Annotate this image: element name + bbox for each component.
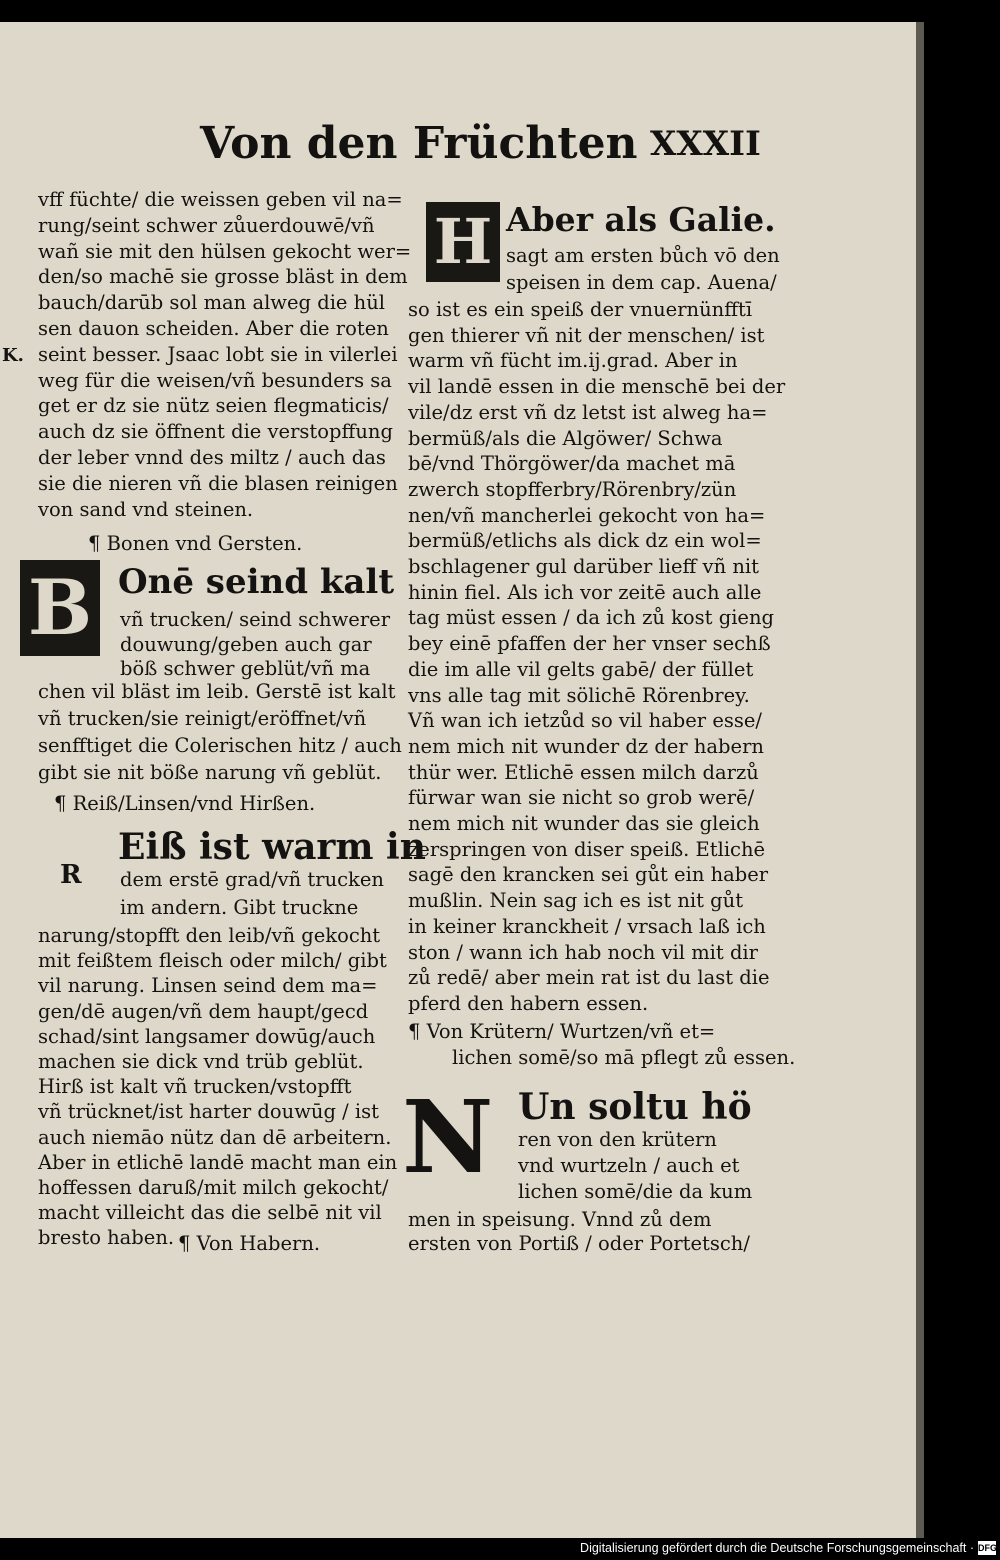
text-line: sie die nieren vñ die blasen reinigen [38, 471, 398, 495]
text-line: nem mich nit wunder das sie gleich [408, 812, 760, 835]
header-title: Von den Früchten [200, 118, 638, 169]
initial-r: R [60, 860, 82, 890]
dfg-logo: DFG [978, 1543, 997, 1553]
decorated-initial-b: B [20, 560, 100, 656]
large-text-nun: Un soltu hö [518, 1086, 752, 1128]
text-line: sen dauon scheiden. Aber die roten [38, 317, 389, 340]
text-line: vñ trucken/ seind schwerer [120, 608, 391, 631]
running-header [200, 118, 760, 188]
footer-bar [0, 1538, 1000, 1560]
text-line: rung/seint schwer zůuerdouwē/vñ [38, 213, 375, 237]
heading-kruetern-2: lichen somē/so mā pflegt zů essen. [452, 1046, 796, 1069]
text-line: macht villeicht das die selbē nit vil [38, 1201, 382, 1225]
large-text-bonen: Onē seind kalt [118, 562, 395, 602]
text-line: warm vñ fücht im.ij.grad. Aber in [408, 349, 738, 373]
text-line: mußlin. Nein sag ich es ist nit gůt [408, 889, 744, 913]
text-line: hinin fiel. Als ich vor zeitē auch alle [408, 580, 762, 604]
text-line: chen vil bläst im leib. Gerstē ist kalt [38, 680, 396, 703]
text-line: zwerch stopfferbry/Rörenbry/zün [408, 477, 737, 501]
decorated-initial-h: H [426, 202, 500, 282]
text-line: get er dz sie nütz seien flegmaticis/ [38, 394, 389, 418]
text-line: gibt sie nit böße narung vñ geblüt. [38, 761, 382, 784]
text-line: von sand vnd steinen. [38, 497, 254, 521]
text-line: schad/sint langsamer dowūg/auch [38, 1024, 376, 1048]
text-line: nen/vñ mancherlei gekocht von ha= [408, 503, 766, 527]
text-line: den/so machē sie grosse bläst in dem [38, 265, 408, 289]
text-line: seint besser. Jsaac lobt sie in vilerlei [38, 342, 398, 366]
text-line: bey einē pfaffen der her vnser sechß [408, 632, 771, 656]
text-line: zů redē/ aber mein rat ist du last die [408, 966, 770, 990]
text-line: vff füchte/ die weissen geben vil na= [38, 188, 403, 211]
text-line: weg für die weisen/vñ besunders sa [38, 368, 392, 392]
text-line: zerspringen von diser speiß. Etlichē [408, 837, 766, 861]
large-text-aber: Aber als Galie. [506, 200, 776, 239]
text-line: fürwar wan sie nicht so grob werē/ [408, 786, 755, 810]
left-text-line: dem erstē grad/vñ trucken [120, 868, 384, 891]
text-line: Aber in etlichē landē macht man ein [38, 1150, 398, 1174]
page-edge [916, 22, 924, 1540]
text-line: senfftiget die Colerischen hitz / auch [38, 734, 402, 757]
text-line: vñ trucken/sie reinigt/eröffnet/vñ [38, 707, 367, 730]
text-line: wañ sie mit den hülsen gekocht wer= [38, 239, 412, 263]
text-line: vñ trücknet/ist harter douwūg / ist [38, 1100, 379, 1124]
text-line: die im alle vil gelts gabē/ der füllet [408, 657, 754, 681]
text-line: men in speisung. Vnnd zů dem [408, 1208, 712, 1231]
dfg-credit: Digitalisierung gefördert durch die Deutsche Forschungsgemeinschaft · [580, 1541, 974, 1555]
left-text-line: im andern. Gibt truckne [120, 896, 359, 919]
text-line: nem mich nit wunder dz der habern [408, 734, 764, 758]
text-line: thür wer. Etlichē essen milch darzů [408, 760, 759, 784]
text-line: hoffessen daruß/mit milch gekocht/ [38, 1176, 389, 1199]
text-line: mit feißtem fleisch oder milch/ gibt [38, 949, 387, 973]
heading-reiss: ¶ Reiß/Linsen/vnd Hirßen. [54, 792, 316, 815]
large-text-reiss: Eiß ist warm in [118, 826, 426, 868]
text-line: gen/dē augen/vñ dem haupt/gecd [38, 999, 369, 1023]
text-line: gen thierer vñ nit der menschen/ ist [408, 323, 765, 347]
margin-mark: K. [2, 345, 24, 366]
text-line: vil landē essen in die menschē bei der [408, 375, 786, 399]
folio-number: XXXII [650, 124, 761, 164]
text-line: ren von den krütern [518, 1128, 717, 1151]
text-line: ston / wann ich hab noch vil mit dir [408, 940, 758, 964]
text-line: auch dz sie öffnent die verstopffung [38, 420, 393, 444]
text-line: bauch/darūb sol man alweg die hül [38, 291, 386, 315]
text-line: der leber vnnd des miltz / auch das [38, 446, 386, 469]
text-line: douwung/geben auch gar [120, 632, 372, 656]
text-line: sagt am ersten bůch vō den [506, 244, 780, 267]
text-line: ersten von Portiß / oder Portetsch/ [408, 1232, 750, 1255]
text-line: pferd den habern essen. [408, 991, 649, 1015]
text-line: vnd wurtzeln / auch et [518, 1154, 740, 1177]
text-line: Vñ wan ich ietzůd so vil haber esse/ [408, 709, 762, 733]
text-line: Hirß ist kalt vñ trucken/vstopfft [38, 1075, 352, 1099]
text-line: in keiner kranckheit / vrsach laß ich [408, 914, 766, 938]
text-line: bermüß/etlichs als dick dz ein wol= [408, 529, 762, 553]
text-line: auch niemāo nütz dan dē arbeitern. [38, 1125, 392, 1149]
text-line: machen sie dick vnd trüb geblüt. [38, 1050, 364, 1073]
text-line: vil narung. Linsen seind dem ma= [38, 974, 378, 998]
text-line: bresto haben. [38, 1226, 175, 1250]
decorated-initial-n: N [402, 1078, 494, 1196]
text-line: vile/dz erst vñ dz letst ist alweg ha= [408, 400, 768, 424]
heading-bonen: ¶ Bonen vnd Gersten. [88, 532, 303, 555]
text-line: speisen in dem cap. Auena/ [506, 271, 777, 294]
text-line: so ist es ein speiß der vnuernünfftī [408, 298, 753, 321]
text-line: böß schwer geblüt/vñ ma [120, 657, 371, 680]
text-line: vns alle tag mit sölichē Rörenbrey. [408, 683, 750, 707]
text-line: narung/stopfft den leib/vñ gekocht [38, 924, 381, 947]
text-line: bē/vnd Thörgöwer/da machet mā [408, 452, 736, 476]
text-line: lichen somē/die da kum [518, 1180, 753, 1203]
heading-habern: ¶ Von Habern. [178, 1232, 321, 1255]
text-line: sagē den krancken sei gůt ein haber [408, 863, 769, 887]
text-line: bschlagener gul darüber lieff vñ nit [408, 555, 759, 578]
heading-kruetern: ¶ Von Krütern/ Wurtzen/vñ et= [408, 1020, 716, 1043]
text-line: bermüß/als die Algöwer/ Schwa [408, 426, 723, 450]
text-line: tag müst essen / da ich zů kost gieng [408, 606, 775, 630]
